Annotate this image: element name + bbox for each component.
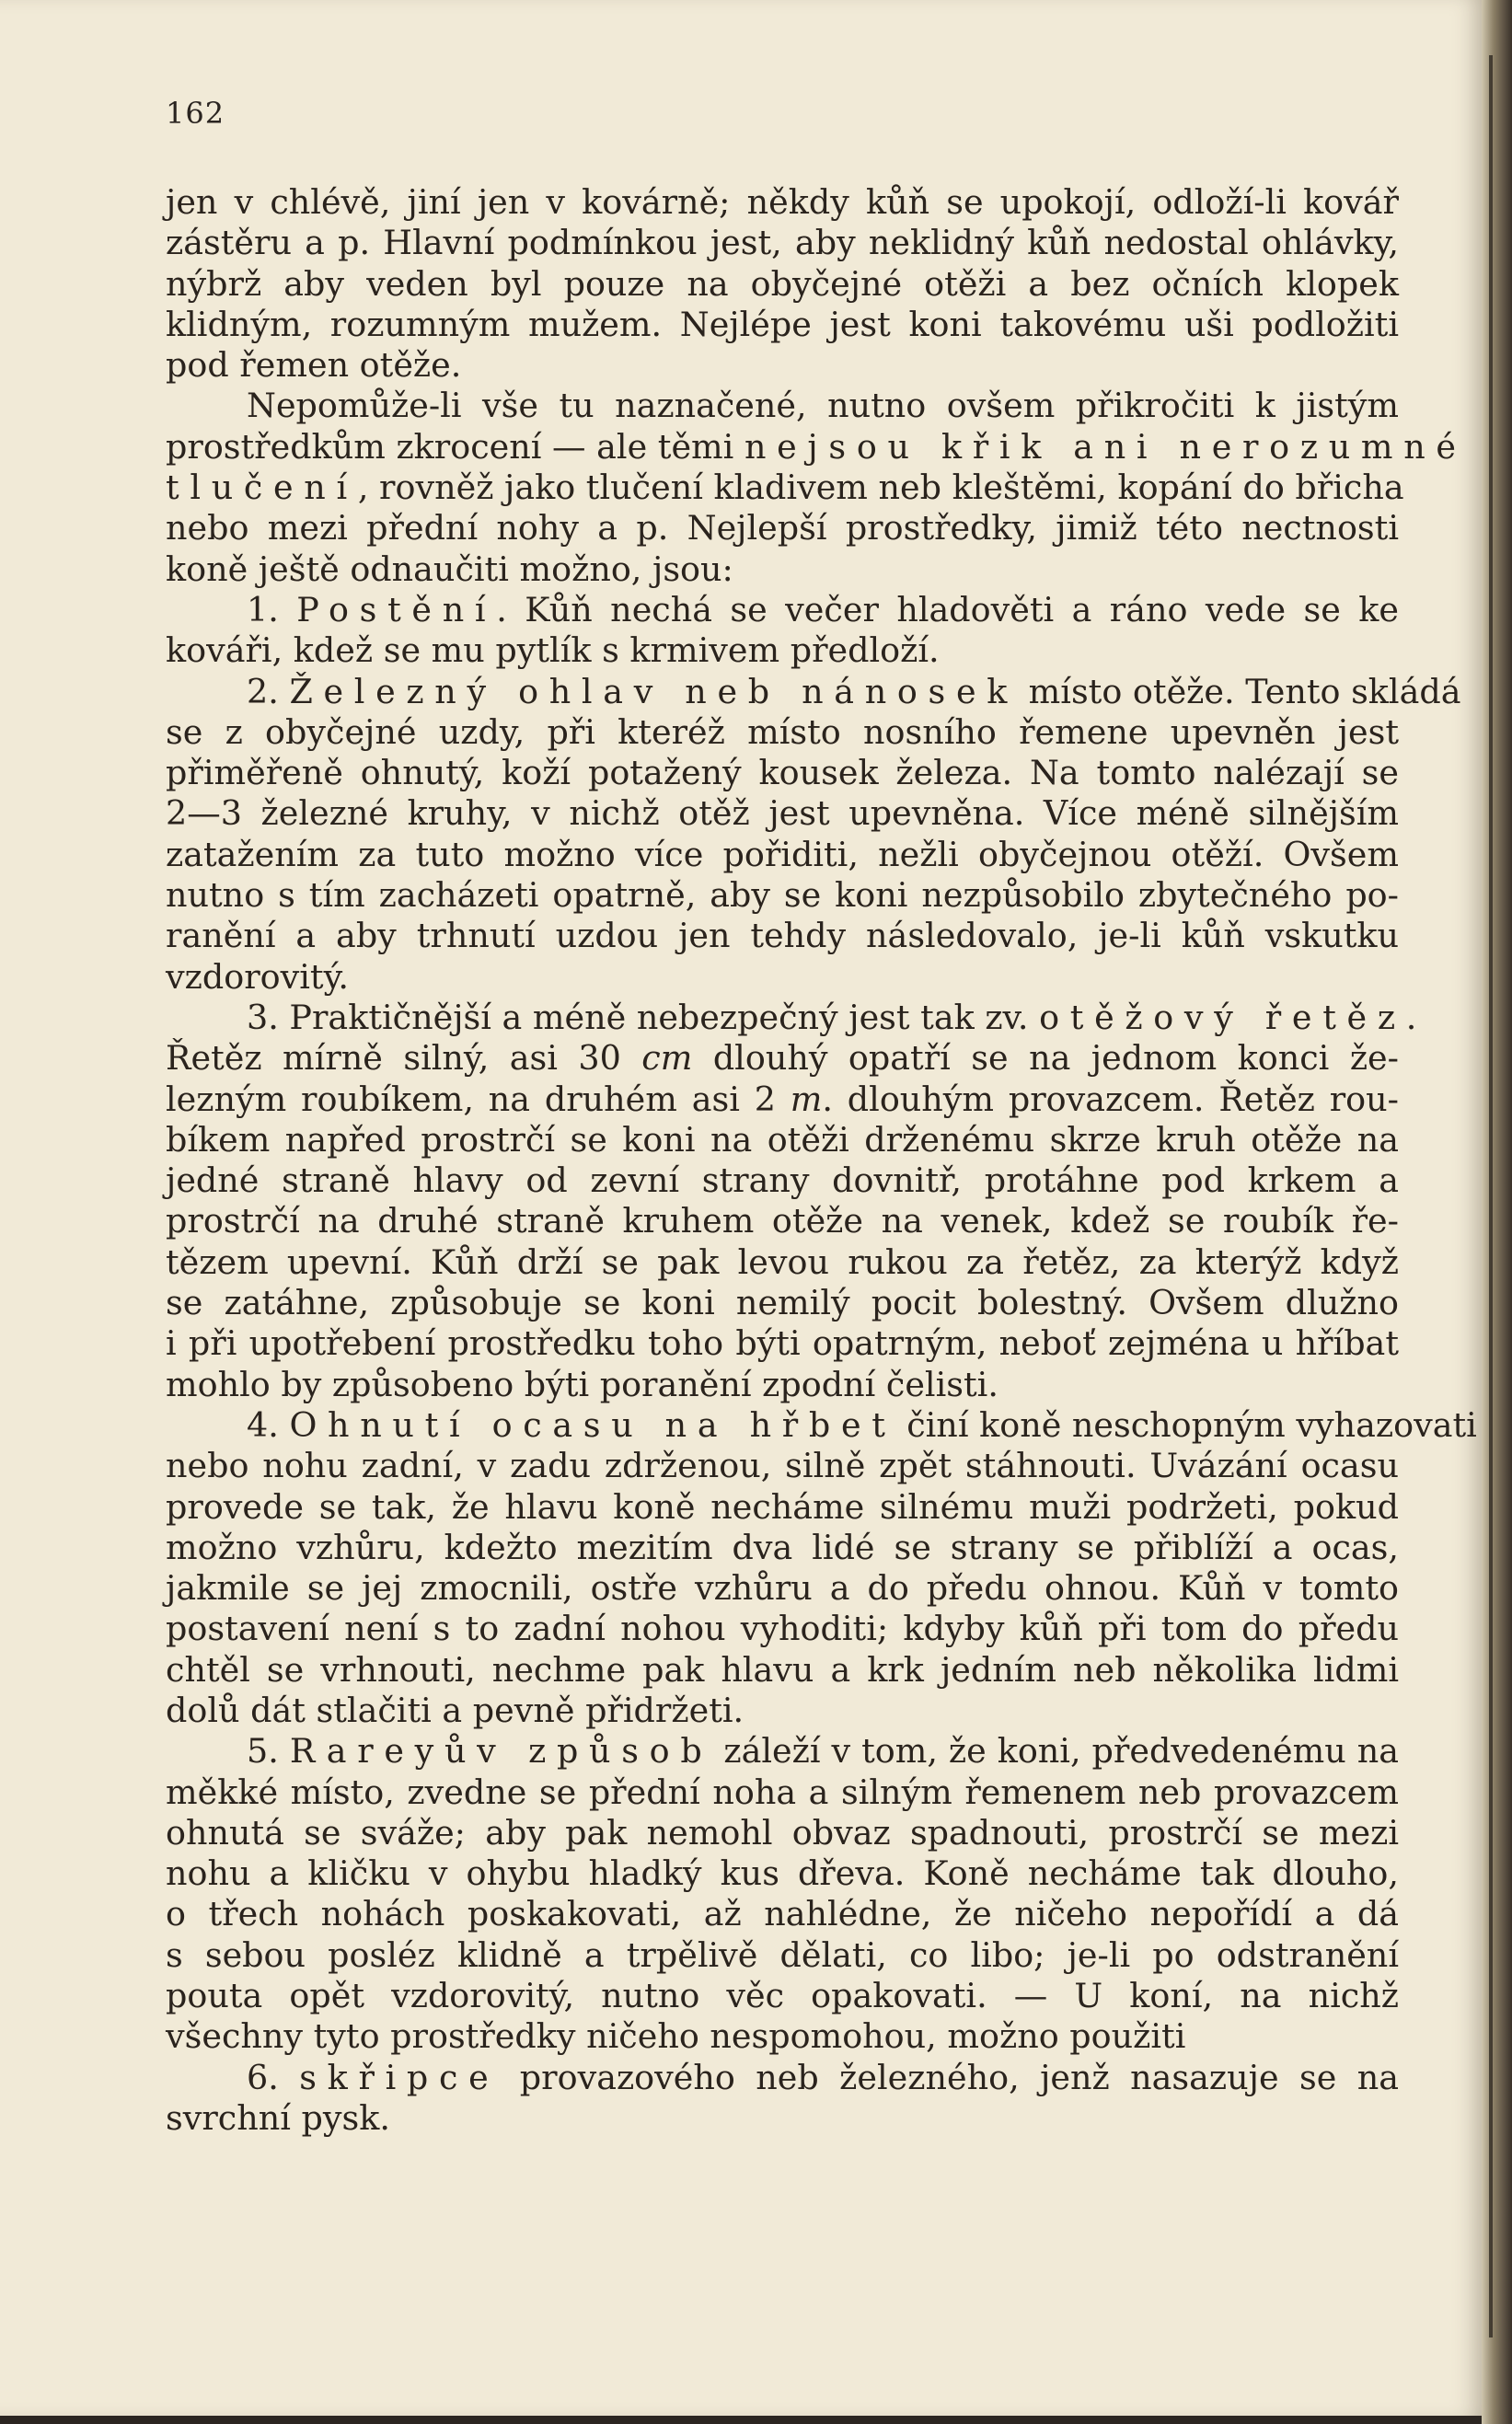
text-segment: nutno s tím zacházeti opatrně, aby se koni nezpůsobilo zbytečného po-	[166, 875, 1399, 916]
text-line	[166, 1976, 1399, 2016]
text-line	[166, 386, 1399, 426]
text-line	[166, 1935, 1399, 1976]
text-segment: záleží v tom, že koni, předvedenému na	[712, 1731, 1399, 1772]
text-segment: s sebou posléz klidně a trpělivě dělati, co libo; je-li po odstranění	[166, 1934, 1399, 1975]
text-segment: , rovněž jako tlučení kladivem neb kleštěmi, kopání do břicha	[357, 467, 1404, 508]
text-segment: nebo nohu zadní, v zadu zdrženou, silně zpět stáhnouti. Uvázání ocasu	[166, 1446, 1399, 1486]
text-line	[166, 630, 1399, 671]
text-line	[166, 1650, 1399, 1691]
text-segment: tězem upevní. Kůň drží se pak levou rukou za řetěz, za kterýž když	[166, 1241, 1399, 1282]
text-segment: vzdorovitý.	[166, 956, 349, 997]
text-segment: postavení není s to zadní nohou vyhoditi; kdyby kůň při tom do předu	[166, 1609, 1399, 1649]
page-edge	[1482, 0, 1512, 2424]
text-line	[166, 1365, 1399, 1405]
text-segment: klidným, rozumným mužem. Nejlépe jest koni takovému uši podložiti	[166, 304, 1399, 344]
text-line	[166, 1160, 1399, 1201]
text-segment: nýbrž aby veden byl pouze na obyčejné otěži a bez očních klopek	[166, 263, 1399, 304]
text-line	[166, 1038, 1399, 1079]
text-segment: přiměřeně ohnutý, koží potažený kousek železa. Na tomto nalézají se	[166, 753, 1399, 793]
text-line	[166, 997, 1417, 1038]
text-segment: 3. Praktičnější a méně nebezpečný jest tak zv.	[247, 997, 1040, 1037]
text-line	[166, 182, 1399, 223]
text-segment: se z obyčejné uzdy, při kteréž místo nosního řemene upevněn jest	[166, 711, 1399, 752]
text-segment: kováři, kdež se mu pytlík s krmivem předloží.	[166, 630, 940, 671]
text-segment: Řetěz mírně silný, asi 30	[166, 1038, 642, 1079]
text-line	[166, 1283, 1399, 1323]
text-line	[166, 223, 1399, 263]
text-segment: 6.	[247, 2057, 300, 2097]
text-line	[166, 1568, 1399, 1609]
text-line	[166, 916, 1399, 956]
text-line	[166, 712, 1399, 753]
text-line	[166, 671, 1461, 712]
text-segment: jedné straně hlavy od zevní strany dovnitř, protáhne pod krkem a	[166, 1160, 1399, 1201]
text-segment: Nepomůže-li vše tu naznačené, nutno ovšem přikročiti k jistým	[247, 386, 1399, 426]
text-line	[166, 2016, 1399, 2057]
spaced-emphasis: nejsou křik ani nerozumné	[744, 426, 1467, 467]
text-segment: jen v chlévě, jiní jen v kovárně; někdy kůň se upokojí, odloží-li kovář	[166, 182, 1399, 222]
text-line	[166, 793, 1399, 834]
binding-shadow	[1489, 55, 1493, 2337]
spaced-emphasis: otěžový řetěz	[1039, 997, 1406, 1037]
body-text	[166, 182, 1477, 2139]
text-segment: zatažením za tuto možno více pořiditi, nežli obyčejnou otěží. Ovšem	[166, 834, 1399, 874]
text-segment: . Kůň nechá se večer hladověti a ráno vede se ke	[496, 589, 1399, 629]
text-segment: lezným roubíkem, na druhém asi 2	[166, 1079, 791, 1119]
text-segment: zástěru a p. Hlavní podmínkou jest, aby neklidný kůň nedostal ohlávky,	[166, 223, 1399, 263]
text-segment: ranění a aby trhnutí uzdou jen tehdy následovalo, je-li kůň vskutku	[166, 916, 1399, 956]
text-line	[166, 1201, 1399, 1241]
text-line	[166, 957, 1399, 998]
spaced-emphasis: Ohnutí ocasu na hřbet	[289, 1404, 896, 1445]
text-segment: se zatáhne, způsobuje se koni nemilý pocit bolestný. Ovšem dlužno	[166, 1283, 1399, 1323]
text-segment: 2.	[247, 671, 290, 711]
text-segment: provazového neb železného, jenž nasazuje se na	[499, 2057, 1399, 2097]
text-segment: .	[1405, 997, 1417, 1037]
text-line	[166, 835, 1399, 875]
text-segment: chtěl se vrhnouti, nechme pak hlavu a krk jedním neb několika lidmi	[166, 1649, 1399, 1690]
text-segment: . dlouhým provazcem. Řetěz rou-	[822, 1079, 1399, 1119]
text-line	[166, 1242, 1399, 1283]
text-segment: 5.	[247, 1731, 290, 1772]
italic-unit: cm	[641, 1038, 693, 1079]
text-segment: prostředkům zkrocení — ale těmi	[166, 426, 744, 467]
text-line	[166, 1404, 1477, 1446]
text-segment: mohlo by způsobeno býti poranění zpodní čelisti.	[166, 1364, 998, 1404]
text-line	[166, 1691, 1399, 1731]
text-line	[166, 1853, 1399, 1894]
text-line	[166, 305, 1399, 345]
text-line	[166, 753, 1399, 793]
italic-unit: m	[790, 1079, 823, 1119]
text-segment: 4.	[247, 1404, 290, 1445]
text-line	[166, 1446, 1399, 1486]
text-line	[166, 426, 1467, 467]
text-line	[166, 1323, 1399, 1364]
text-line	[166, 1772, 1399, 1813]
text-segment: o třech nohách poskakovati, až nahlédne, že ničeho nepořídí a dá	[166, 1894, 1399, 1934]
text-line	[166, 1813, 1399, 1853]
text-line	[166, 875, 1399, 916]
text-segment: pod řemen otěže.	[166, 345, 462, 386]
text-segment: prostrčí na druhé straně kruhem otěže na venek, kdež se roubík ře-	[166, 1201, 1399, 1241]
text-segment: i při upotřebení prostředku toho býti opatrným, neboť zejména u hříbat	[166, 1323, 1399, 1364]
text-segment: svrchní pysk.	[166, 2097, 390, 2138]
text-line	[166, 1609, 1399, 1649]
text-segment: dlouhý opatří se na jednom konci že-	[692, 1038, 1399, 1079]
text-line	[166, 1487, 1399, 1528]
text-segment: měkké místo, zvedne se přední noha a silným řemenem neb provazcem	[166, 1772, 1399, 1812]
spaced-emphasis: tlučení	[166, 467, 358, 508]
text-line	[166, 590, 1399, 630]
text-segment: nebo mezi přední nohy a p. Nejlepší prostředky, jimiž této nectnosti	[166, 508, 1399, 548]
text-segment: místo otěže. Tento skládá	[1018, 671, 1461, 711]
text-segment: všechny tyto prostředky ničeho nespomohou, možno použiti	[166, 2016, 1186, 2057]
text-line	[166, 508, 1399, 548]
spaced-emphasis: skřipce	[299, 2057, 500, 2097]
text-line	[166, 1894, 1399, 1934]
text-segment: činí koně neschopným vyhazovati	[895, 1404, 1477, 1445]
text-segment: 2—3 železné kruhy, v nichž otěž jest upevněna. Více méně silnějším	[166, 793, 1399, 834]
text-line	[166, 1528, 1399, 1568]
text-segment: koně ještě odnaučiti možno, jsou:	[166, 548, 733, 589]
text-line	[166, 549, 1399, 590]
text-line	[166, 1731, 1399, 1772]
text-line	[166, 467, 1404, 508]
spaced-emphasis: Postění	[296, 589, 497, 629]
spaced-emphasis: Rareyův způsob	[289, 1731, 713, 1772]
text-segment: dolů dát stlačiti a pevně přidržeti.	[166, 1690, 744, 1730]
text-segment: nohu a kličku v ohybu hladký kus dřeva. Koně necháme tak dlouho,	[166, 1853, 1399, 1894]
text-line	[166, 2058, 1399, 2098]
text-segment: bíkem napřed prostrčí se koni na otěži drženému skrze kruh otěže na	[166, 1119, 1399, 1160]
text-line	[166, 1120, 1399, 1160]
text-line	[166, 2098, 1399, 2139]
text-segment: možno vzhůru, kdežto mezitím dva lidé se strany se přiblíží a ocas,	[166, 1527, 1399, 1567]
text-segment: 1.	[247, 589, 297, 629]
text-line	[166, 1079, 1399, 1120]
text-segment: provede se tak, že hlavu koně necháme silnému muži podržeti, pokud	[166, 1486, 1399, 1527]
text-segment: ohnutá se sváže; aby pak nemohl obvaz spadnouti, prostrčí se mezi	[166, 1812, 1399, 1853]
text-segment: jakmile se jej zmocnili, ostře vzhůru a do předu ohnou. Kůň v tomto	[166, 1568, 1399, 1609]
text-line	[166, 345, 1399, 386]
text-segment: pouta opět vzdorovitý, nutno věc opakovati. — U koní, na nichž	[166, 1976, 1399, 2016]
text-line	[166, 264, 1399, 305]
spaced-emphasis: Železný ohlav neb nánosek	[289, 671, 1019, 711]
page-number: 162	[166, 96, 225, 131]
